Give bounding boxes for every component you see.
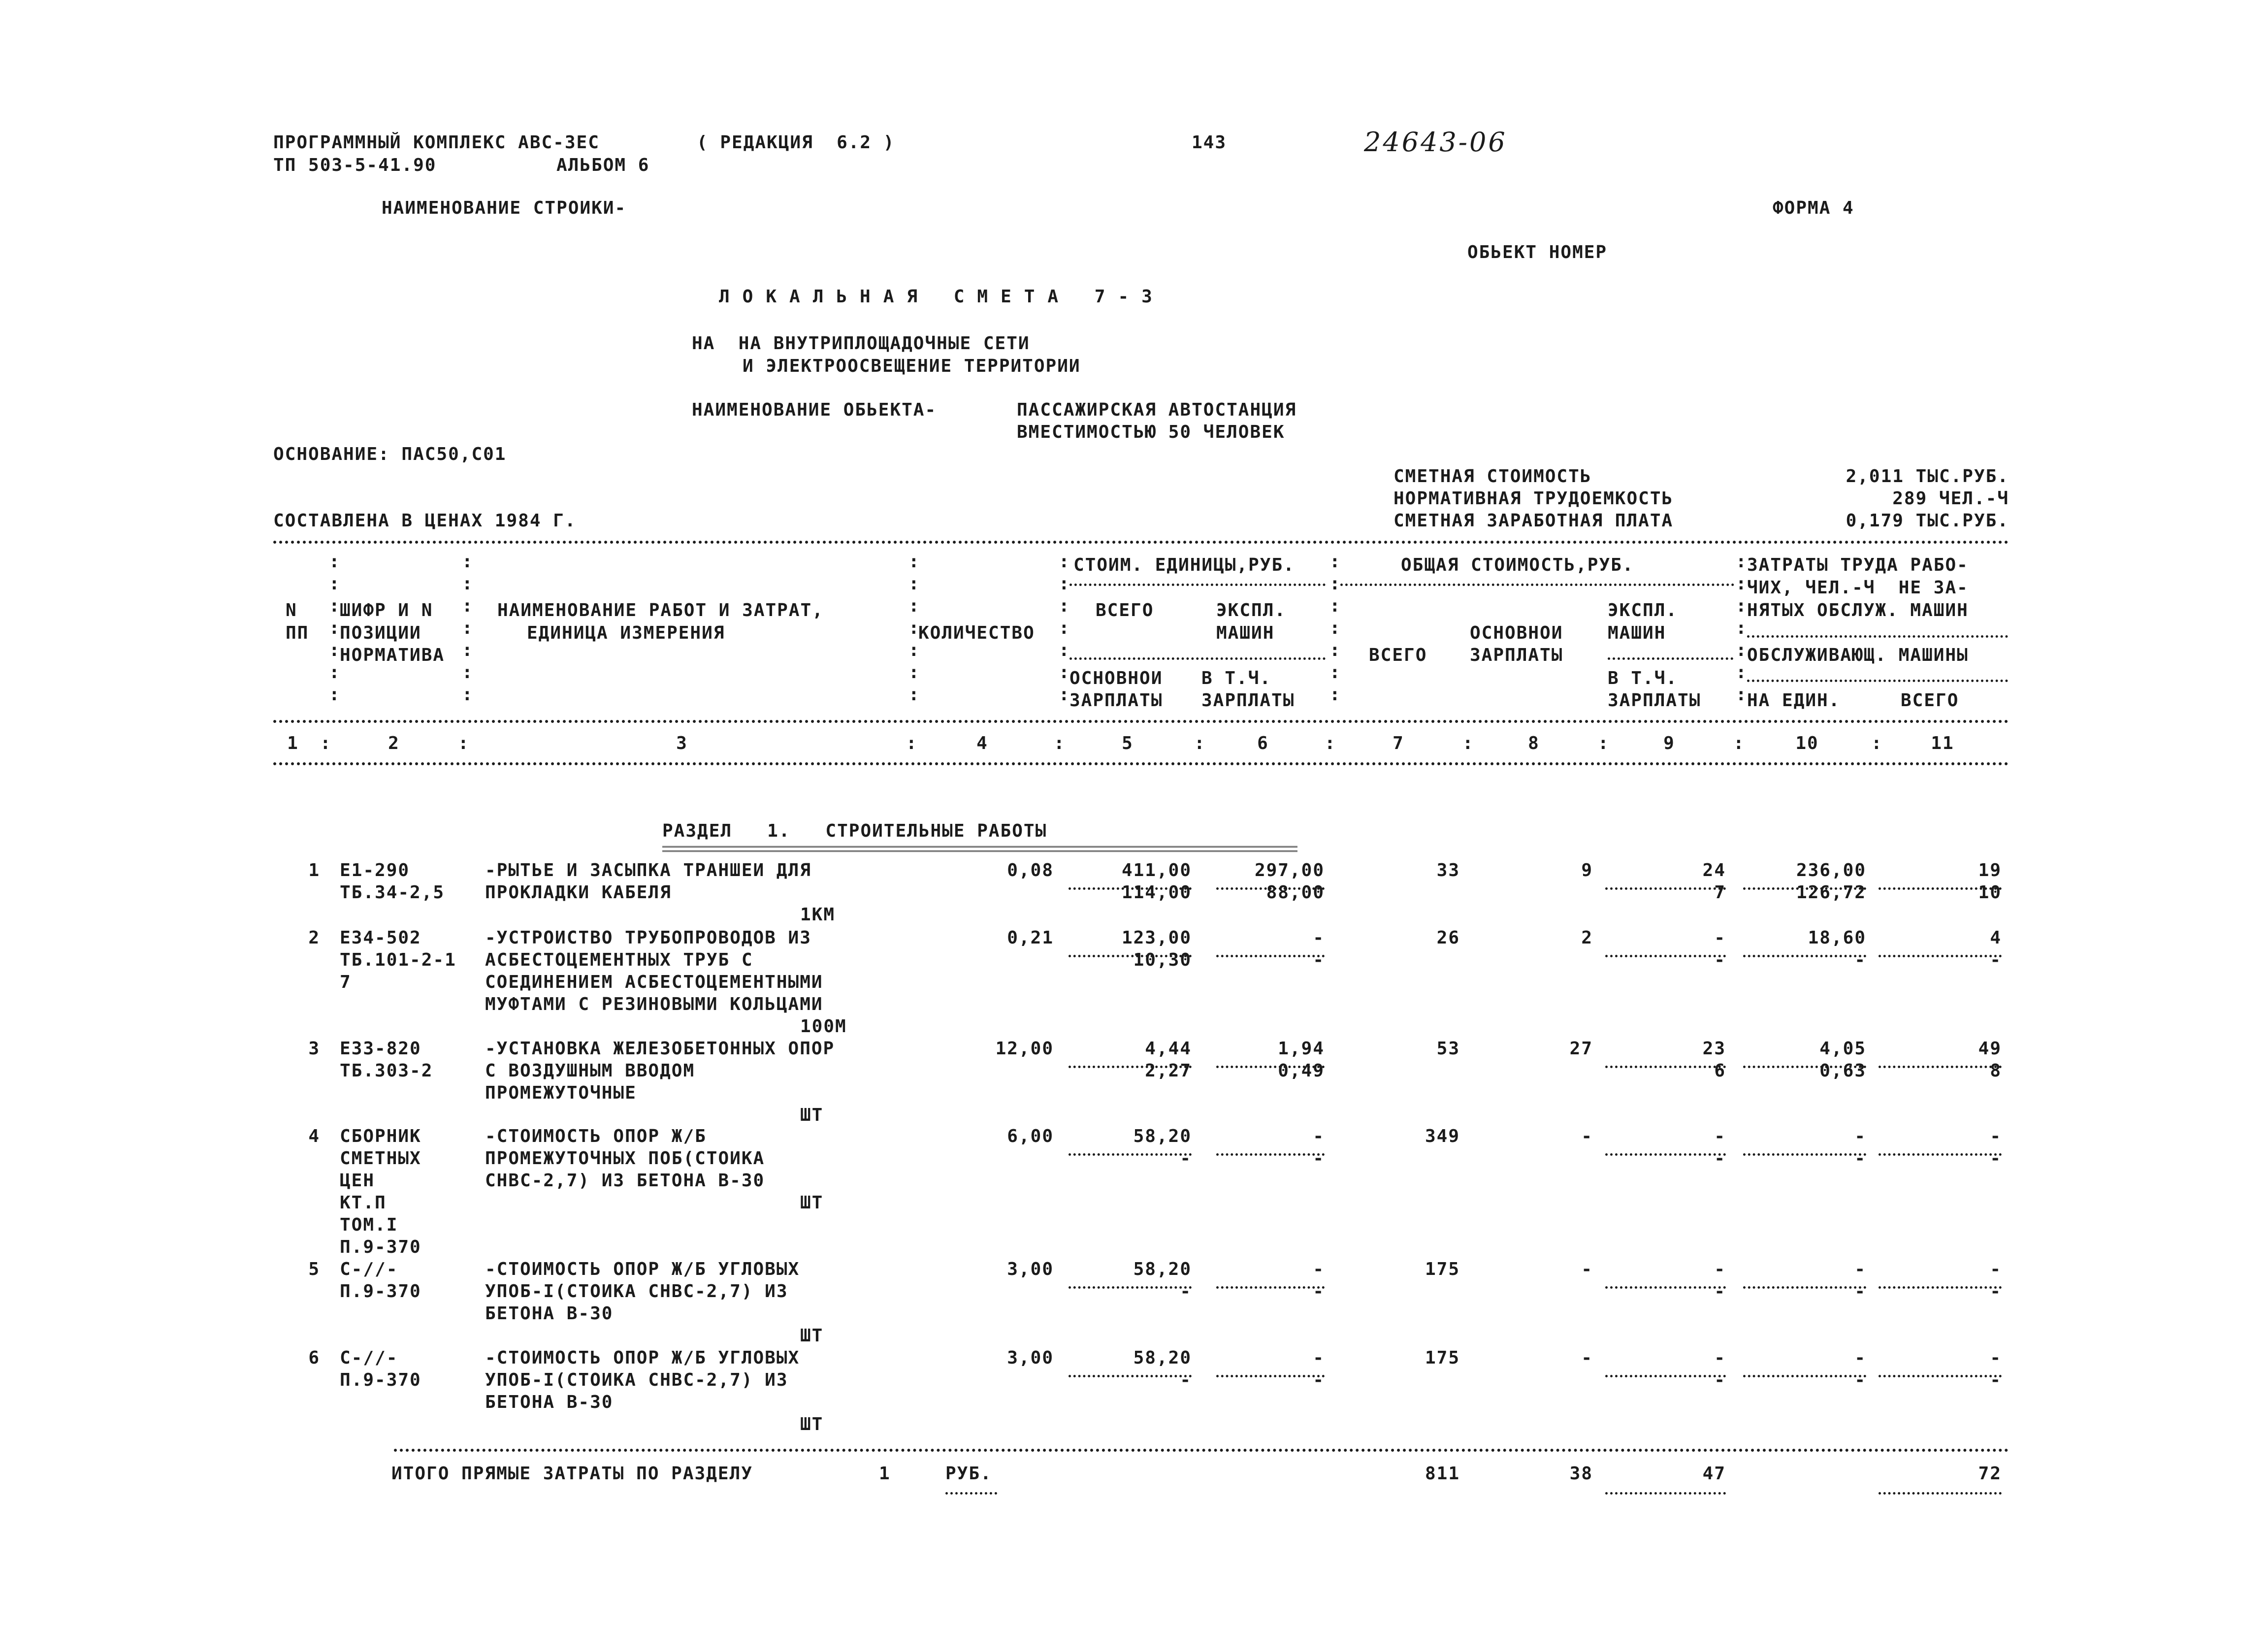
row-unit-total: 58,20: [1133, 1348, 1192, 1368]
row-code: С-//-: [340, 1348, 398, 1368]
total-incl-header: В Т.Ч.: [1608, 668, 1678, 688]
total-cost-header: ОБЩАЯ СТОИМОСТЬ,РУБ.: [1401, 555, 1634, 575]
col3-header: ЕДИНИЦА ИЗМЕРЕНИЯ: [527, 623, 725, 643]
row-total-expl: -: [1714, 1348, 1726, 1368]
tp-line: ТП 503-5-41.90: [273, 155, 437, 175]
row-number: 2: [308, 928, 320, 948]
row-number: 3: [308, 1039, 320, 1059]
row-service-per-unit: -: [1854, 1281, 1866, 1302]
row-code: Е1-290: [340, 860, 410, 880]
row-total: 33: [1436, 860, 1460, 880]
row-total-expl: -: [1714, 1259, 1726, 1279]
col-number: 10: [1795, 733, 1819, 753]
row-service-total: -: [1990, 1148, 2002, 1169]
edition: ( РЕДАКЦИЯ 6.2 ): [697, 132, 895, 153]
unit-total-header: ВСЕГО: [1096, 600, 1154, 620]
row-service-per-unit: -: [1854, 1148, 1866, 1169]
summary-value: 0,179 ТЫС.РУБ.: [1846, 511, 2009, 531]
purpose-line-2: И ЭЛЕКТРООСВЕЩЕНИЕ ТЕРРИТОРИИ: [743, 356, 1081, 376]
number-separators: :: [1871, 733, 1883, 753]
labor-service-header: ОБСЛУЖИВАЮЩ. МАШИНЫ: [1747, 645, 1969, 665]
row-service-per-unit: 0,63: [1819, 1061, 1866, 1081]
row-description: -УСТРОИСТВО ТРУБОПРОВОДОВ ИЗ: [485, 928, 811, 948]
row-code: Е33-820: [340, 1039, 421, 1059]
col-number: 6: [1257, 733, 1269, 753]
row-unit-expl: -: [1313, 928, 1325, 948]
row-unit-salary-incl: 0,49: [1278, 1061, 1325, 1081]
col1-header: ПП: [286, 623, 309, 643]
row-base-salary: 27: [1569, 1039, 1593, 1059]
summary-label: НОРМАТИВНАЯ ТРУДОЕМКОСТЬ: [1393, 488, 1674, 509]
basis-line: ОСНОВАНИЕ: ПАС50,С01: [273, 444, 507, 464]
row-service-total: -: [1990, 950, 2002, 970]
total-col11: 72: [1978, 1464, 2002, 1484]
row-description: ПРОМЕЖУТОЧНЫХ ПОБ(СТОИКА: [485, 1148, 765, 1169]
col-number: 1: [287, 733, 299, 753]
row-quantity: 3,00: [1007, 1348, 1054, 1368]
row-code: П.9-370: [340, 1237, 421, 1257]
row-total-expl: -: [1714, 1126, 1726, 1146]
row-code: С-//-: [340, 1259, 398, 1279]
unit-expl-header: МАШИН: [1216, 623, 1275, 643]
row-code: КТ.П: [340, 1193, 387, 1213]
row-salary-incl: -: [1714, 950, 1726, 970]
row-unit-expl: -: [1313, 1259, 1325, 1279]
row-service-per-unit: -: [1854, 950, 1866, 970]
column-separator: : : : : : : :: [908, 552, 920, 705]
row-unit-expl: -: [1313, 1348, 1325, 1368]
rule: [1605, 1492, 1726, 1495]
purpose-line-1: НА НА ВНУТРИПЛОЩАДОЧНЫЕ СЕТИ: [692, 333, 1030, 354]
row-unit-total: 411,00: [1121, 860, 1192, 880]
row-unit: ШТ: [800, 1193, 824, 1213]
row-labor-per-unit: -: [1854, 1259, 1866, 1279]
row-unit-total: 4,44: [1145, 1039, 1192, 1059]
column-separator: : : : : : : :: [1059, 552, 1070, 705]
unit-base-header: ЗАРПЛАТЫ: [1069, 690, 1163, 711]
row-description: МУФТАМИ С РЕЗИНОВЫМИ КОЛЬЦАМИ: [485, 994, 823, 1014]
object-name-1: ПАССАЖИРСКАЯ АВТОСТАНЦИЯ: [1017, 400, 1297, 420]
row-code: ТБ.34-2,5: [340, 882, 445, 903]
row-total: 175: [1425, 1259, 1460, 1279]
row-labor-total: 4: [1990, 928, 2002, 948]
page-number: 143: [1192, 132, 1227, 153]
row-code: 7: [340, 972, 352, 992]
row-unit-salary-incl: 88,00: [1266, 882, 1325, 903]
unit-expl-header: ЭКСПЛ.: [1216, 600, 1287, 620]
row-number: 6: [308, 1348, 320, 1368]
row-labor-total: -: [1990, 1259, 2002, 1279]
labor-header: НЯТЫХ ОБСЛУЖ. МАШИН: [1747, 600, 1969, 620]
row-quantity: 6,00: [1007, 1126, 1054, 1146]
row-unit-salary-incl: -: [1313, 1281, 1325, 1302]
row-unit-base-salary: -: [1180, 1370, 1192, 1390]
row-code: Е34-502: [340, 928, 421, 948]
labor-header: ЗАТРАТЫ ТРУДА РАБО-: [1747, 555, 1969, 575]
column-separator: : : : : : : :: [1736, 552, 1748, 705]
row-unit-salary-incl: -: [1313, 1370, 1325, 1390]
row-quantity: 0,08: [1007, 860, 1054, 880]
row-code: ТБ.101-2-1: [340, 950, 456, 970]
row-description: АСБЕСТОЦЕМЕНТНЫХ ТРУБ С: [485, 950, 753, 970]
labor-per-unit-header: НА ЕДИН.: [1747, 690, 1841, 711]
col-number: 4: [976, 733, 988, 753]
row-base-salary: 9: [1581, 860, 1593, 880]
col-number: 11: [1931, 733, 1954, 753]
row-salary-incl: -: [1714, 1370, 1726, 1390]
labor-total-header: ВСЕГО: [1901, 690, 1959, 711]
row-total: 26: [1436, 928, 1460, 948]
number-separators: :: [1462, 733, 1474, 753]
row-quantity: 12,00: [995, 1039, 1054, 1059]
row-unit: ШТ: [800, 1414, 824, 1434]
row-description: -СТОИМОСТЬ ОПОР Ж/Б: [485, 1126, 707, 1146]
col-number: 2: [388, 733, 400, 753]
col2-header: ШИФР И N: [340, 600, 433, 620]
row-labor-per-unit: -: [1854, 1126, 1866, 1146]
row-total: 349: [1425, 1126, 1460, 1146]
total-label: ИТОГО ПРЯМЫЕ ЗАТРАТЫ ПО РАЗДЕЛУ: [391, 1464, 753, 1484]
program-line: ПРОГРАММНЫЙ КОМПЛЕКС АВС-ЗЕС: [273, 132, 600, 153]
row-salary-incl: 7: [1714, 882, 1726, 903]
row-code: П.9-370: [340, 1370, 421, 1390]
row-labor-total: -: [1990, 1126, 2002, 1146]
number-separators: :: [1598, 733, 1610, 753]
col2-header: ПОЗИЦИИ: [340, 623, 421, 643]
summary-label: СМЕТНАЯ ЗАРАБОТНАЯ ПЛАТА: [1393, 511, 1674, 531]
row-description: -УСТАНОВКА ЖЕЛЕЗОБЕТОННЫХ ОПОР: [485, 1039, 835, 1059]
row-code: ЦЕН: [340, 1171, 375, 1191]
row-code: П.9-370: [340, 1281, 421, 1302]
form-label: ФОРМА 4: [1773, 198, 1854, 218]
row-labor-per-unit: 18,60: [1808, 928, 1866, 948]
row-labor-total: -: [1990, 1348, 2002, 1368]
total-expl-header: ЭКСПЛ.: [1608, 600, 1678, 620]
col4-header: КОЛИЧЕСТВО: [918, 623, 1035, 643]
row-unit-total: 123,00: [1121, 928, 1192, 948]
rule: [1879, 1492, 2002, 1495]
summary-value: 289 ЧЕЛ.-Ч: [1892, 488, 2009, 509]
row-description: С ВОЗДУШНЫМ ВВОДОМ: [485, 1061, 695, 1081]
unit-cost-header: СТОИМ. ЕДИНИЦЫ,РУБ.: [1073, 555, 1295, 575]
row-labor-per-unit: 236,00: [1796, 860, 1866, 880]
row-description: СНВС-2,7) ИЗ БЕТОНА В-30: [485, 1171, 765, 1191]
object-label: НАИМЕНОВАНИЕ ОБЬЕКТА-: [692, 400, 937, 420]
row-unit-base-salary: 2,27: [1145, 1061, 1192, 1081]
row-salary-incl: 6: [1714, 1061, 1726, 1081]
col-number: 5: [1122, 733, 1134, 753]
row-service-per-unit: -: [1854, 1370, 1866, 1390]
total-col9: 47: [1702, 1464, 1726, 1484]
row-service-total: -: [1990, 1370, 2002, 1390]
row-service-total: -: [1990, 1281, 2002, 1302]
number-separators: :: [906, 733, 918, 753]
row-description: ПРОКЛАДКИ КАБЕЛЯ: [485, 882, 672, 903]
row-description: -СТОИМОСТЬ ОПОР Ж/Б УГЛОВЫХ: [485, 1348, 800, 1368]
object-name-2: ВМЕСТИМОСТЬЮ 50 ЧЕЛОВЕК: [1017, 422, 1285, 442]
row-service-per-unit: 126,72: [1796, 882, 1866, 903]
row-service-total: 8: [1990, 1061, 2002, 1081]
total-expl-header: МАШИН: [1608, 623, 1666, 643]
row-unit-expl: 1,94: [1278, 1039, 1325, 1059]
col3-header: НАИМЕНОВАНИЕ РАБОТ И ЗАТРАТ,: [497, 600, 824, 620]
row-unit-base-salary: -: [1180, 1281, 1192, 1302]
row-quantity: 0,21: [1007, 928, 1054, 948]
number-separators: :: [320, 733, 332, 753]
section-title: РАЗДЕЛ 1. СТРОИТЕЛЬНЫЕ РАБОТЫ: [662, 821, 1047, 841]
column-separator: : : : : : : :: [462, 552, 474, 705]
row-unit-salary-incl: -: [1313, 950, 1325, 970]
row-code: СБОРНИК: [340, 1126, 421, 1146]
estimate-title: ЛОКАЛЬНАЯ СМЕТА 7-3: [719, 287, 1165, 307]
col-number: 8: [1528, 733, 1540, 753]
row-description: УПОБ-I(СТОИКА СНВС-2,7) ИЗ: [485, 1281, 788, 1302]
row-labor-per-unit: -: [1854, 1348, 1866, 1368]
total-unit: РУБ.: [945, 1464, 992, 1484]
row-code: ТБ.303-2: [340, 1061, 433, 1081]
row-total: 53: [1436, 1039, 1460, 1059]
number-separators: :: [1733, 733, 1745, 753]
row-labor-per-unit: 4,05: [1819, 1039, 1866, 1059]
total-col8: 38: [1569, 1464, 1593, 1484]
col1-header: N: [286, 600, 297, 620]
row-unit-total: 58,20: [1133, 1259, 1192, 1279]
column-separator: : : : : : : :: [1329, 552, 1341, 705]
total-all-header: ВСЕГО: [1369, 645, 1427, 665]
total-section-number: 1: [879, 1464, 891, 1484]
number-separators: :: [458, 733, 470, 753]
row-total-expl: -: [1714, 928, 1726, 948]
row-unit: 1КМ: [800, 905, 836, 925]
row-unit-salary-incl: -: [1313, 1148, 1325, 1169]
row-unit-base-salary: 114,00: [1121, 882, 1192, 903]
labor-header: ЧИХ, ЧЕЛ.-Ч НЕ ЗА-: [1747, 578, 1969, 598]
row-description: СОЕДИНЕНИЕМ АСБЕСТОЦЕМЕНТНЫМИ: [485, 972, 823, 992]
col-number: 3: [676, 733, 688, 753]
row-total-expl: 24: [1702, 860, 1726, 880]
col-number: 9: [1663, 733, 1675, 753]
row-unit: ШТ: [800, 1105, 824, 1125]
row-quantity: 3,00: [1007, 1259, 1054, 1279]
row-description: БЕТОНА В-30: [485, 1392, 614, 1412]
object-number-label: ОБЬЕКТ НОМЕР: [1467, 242, 1608, 262]
row-base-salary: -: [1581, 1259, 1593, 1279]
unit-incl-header: В Т.Ч.: [1201, 668, 1272, 688]
row-service-total: 10: [1978, 882, 2002, 903]
row-total-expl: 23: [1702, 1039, 1726, 1059]
row-description: ПРОМЕЖУТОЧНЫЕ: [485, 1083, 637, 1103]
price-level: СОСТАВЛЕНА В ЦЕНАХ 1984 Г.: [273, 511, 577, 531]
row-labor-total: 49: [1978, 1039, 2002, 1059]
number-separators: :: [1054, 733, 1066, 753]
row-description: -РЫТЬЕ И ЗАСЫПКА ТРАНШЕИ ДЛЯ: [485, 860, 811, 880]
number-separators: :: [1194, 733, 1206, 753]
total-base-header: ОСНОВНОИ: [1470, 623, 1563, 643]
row-description: БЕТОНА В-30: [485, 1303, 614, 1324]
column-separator: : : : : : : :: [329, 552, 341, 705]
row-base-salary: -: [1581, 1348, 1593, 1368]
col-number: 7: [1393, 733, 1404, 753]
stroyka-label: НАИМЕНОВАНИЕ СТРОИКИ-: [382, 198, 627, 218]
number-separators: :: [1325, 733, 1336, 753]
summary-label: СМЕТНАЯ СТОИМОСТЬ: [1393, 466, 1592, 487]
summary-value: 2,011 ТЫС.РУБ.: [1846, 466, 2009, 487]
row-labor-total: 19: [1978, 860, 2002, 880]
album: АЛЬБОМ 6: [556, 155, 650, 175]
row-code: ТОМ.I: [340, 1215, 398, 1235]
row-unit: ШТ: [800, 1326, 824, 1346]
row-number: 4: [308, 1126, 320, 1146]
rule: [945, 1492, 997, 1495]
row-unit-expl: -: [1313, 1126, 1325, 1146]
row-description: -СТОИМОСТЬ ОПОР Ж/Б УГЛОВЫХ: [485, 1259, 800, 1279]
row-description: УПОБ-I(СТОИКА СНВС-2,7) ИЗ: [485, 1370, 788, 1390]
row-salary-incl: -: [1714, 1148, 1726, 1169]
total-top-rule: [394, 1449, 2009, 1452]
row-base-salary: -: [1581, 1126, 1593, 1146]
total-col7: 811: [1425, 1464, 1460, 1484]
total-incl-header: ЗАРПЛАТЫ: [1608, 690, 1701, 711]
row-code: СМЕТНЫХ: [340, 1148, 421, 1169]
unit-base-header: ОСНОВНОИ: [1069, 668, 1163, 688]
row-unit-expl: 297,00: [1254, 860, 1325, 880]
row-number: 5: [308, 1259, 320, 1279]
row-salary-incl: -: [1714, 1281, 1726, 1302]
row-unit-total: 58,20: [1133, 1126, 1192, 1146]
row-unit-base-salary: 10,30: [1133, 950, 1192, 970]
row-number: 1: [308, 860, 320, 880]
row-unit-base-salary: -: [1180, 1148, 1192, 1169]
col2-header: НОРМАТИВА: [340, 645, 445, 665]
document-code: 24643-06: [1364, 127, 1507, 158]
row-unit: 100М: [800, 1016, 847, 1037]
row-total: 175: [1425, 1348, 1460, 1368]
row-base-salary: 2: [1581, 928, 1593, 948]
unit-incl-header: ЗАРПЛАТЫ: [1201, 690, 1295, 711]
total-base-header: ЗАРПЛАТЫ: [1470, 645, 1563, 665]
